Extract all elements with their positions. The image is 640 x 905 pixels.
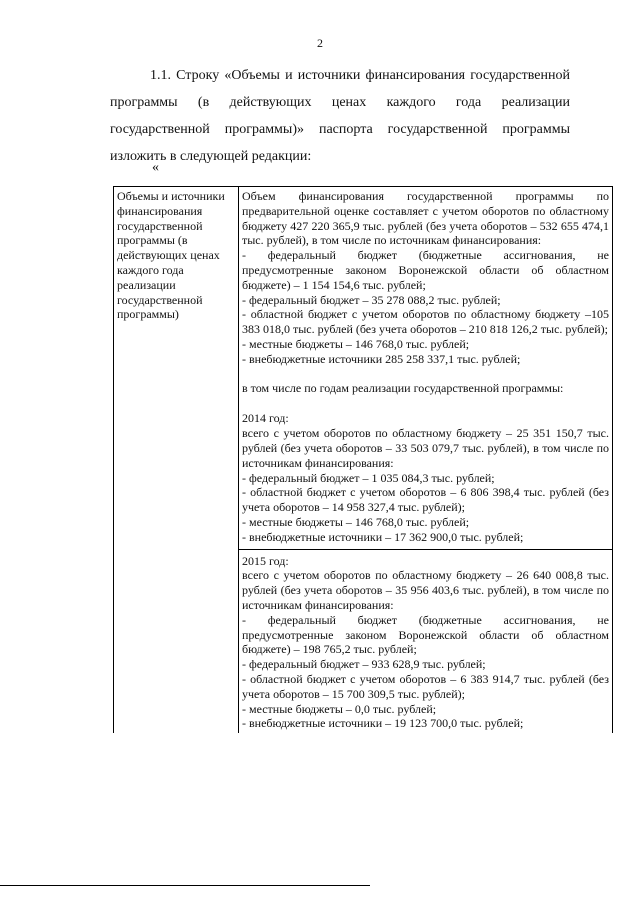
- row-label: Объемы и источники финансирования государственной программы (в действующих ценах каждого года реализации государственной программы): [117, 189, 225, 322]
- summary-line: Объем финансирования государственной программы по предварительной оценке составляет с учетом оборотов по областному бюджету 427 220 365,9 тыс. рублей (без учета оборотов – 532 655 474,1 тыс. рублей), в том числе по источникам финансирования:: [242, 189, 609, 248]
- opening-quote: «: [152, 160, 159, 175]
- row-label-cell: [114, 187, 239, 734]
- year-line: - областной бюджет с учетом оборотов – 6 383 914,7 тыс. рублей (без учета оборотов – 15 700 309,5 тыс. рублей);: [242, 671, 609, 701]
- year-line: - внебюджетные источники – 19 123 700,0 тыс. рублей;: [242, 716, 524, 731]
- year-heading-2015: 2015 год:: [242, 553, 289, 568]
- intro-paragraph: [110, 62, 570, 170]
- summary-line: - областной бюджет с учетом оборотов по областному бюджету –105 383 018,0 тыс. рублей (без учета оборотов – 210 818 126,2 тыс. рублей);: [242, 307, 609, 337]
- summary-line: - федеральный бюджет – 35 278 088,2 тыс. рублей;: [242, 292, 501, 307]
- year-heading-2014: 2014 год:: [242, 411, 289, 426]
- year-line: - федеральный бюджет – 1 035 084,3 тыс. рублей;: [242, 470, 495, 485]
- financing-table: [113, 186, 613, 733]
- year-line: всего с учетом оборотов по областному бюджету – 26 640 008,8 тыс. рублей (без учета оборотов – 35 956 403,6 тыс. рублей), в том числе по источникам финансирования:: [242, 568, 609, 612]
- by-years-intro: в том числе по годам реализации государственной программы:: [242, 380, 564, 395]
- intro-text: 1.1. Строку «Объемы и источники финансирования государственной программы (в действующих ценах каждого года реализации государственной программы)» паспорта государственной программы изложить в следующей редакции:: [110, 68, 570, 164]
- footer-rule: [0, 885, 370, 886]
- year-line: - местные бюджеты – 146 768,0 тыс. рублей;: [242, 514, 470, 529]
- row-content-cell: [239, 187, 613, 734]
- summary-line: - местные бюджеты – 146 768,0 тыс. рублей;: [242, 336, 470, 351]
- year-line: - внебюджетные источники – 17 362 900,0 тыс. рублей;: [242, 529, 524, 544]
- year-line: - местные бюджеты – 0,0 тыс. рублей;: [242, 701, 437, 716]
- year-line: - федеральный бюджет – 933 628,9 тыс. рублей;: [242, 657, 486, 672]
- year-line: - областной бюджет с учетом оборотов – 6 806 398,4 тыс. рублей (без учета оборотов – 14 958 327,4 тыс. рублей);: [242, 485, 609, 515]
- page-number: 2: [317, 36, 323, 50]
- year-line: - федеральный бюджет (бюджетные ассигнования, не предусмотренные законом Воронежской области об областном бюджете) – 198 765,2 тыс. рублей;: [242, 612, 609, 657]
- section-divider: [239, 549, 612, 550]
- summary-line: - федеральный бюджет (бюджетные ассигнования, не предусмотренные законом Воронежской области об областном бюджете) – 1 154 154,6 тыс. рублей;: [242, 248, 609, 292]
- table-row: [114, 187, 613, 734]
- year-line: всего с учетом оборотов по областному бюджету – 25 351 150,7 тыс. рублей (без учета оборотов – 33 503 079,7 тыс. рублей), в том числе по источникам финансирования:: [242, 426, 609, 470]
- summary-line: - внебюджетные источники 285 258 337,1 тыс. рублей;: [242, 351, 521, 366]
